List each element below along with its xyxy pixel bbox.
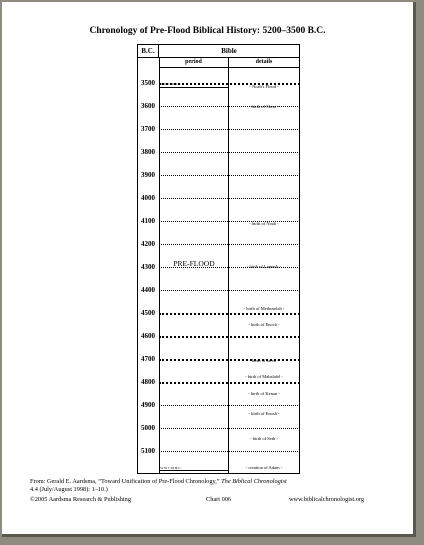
event-label: - birth of Lamech - [246,264,282,269]
year-gridline [159,382,300,384]
year-gridline [159,129,300,130]
copyright: ©2005 Aardsma Research & Publishing [30,496,131,503]
bc-column-header: B.C. [137,44,159,58]
event-label: - birth of Enoch - [248,322,280,327]
year-label: 4200 [141,240,155,248]
subheader-divider [159,67,300,68]
chart-bottom-line [137,473,300,474]
year-label: 4600 [141,332,155,340]
event-label: - birth of Enosh - [248,411,280,416]
event-label: - birth of Jared - [249,358,279,363]
year-gridline [159,152,300,153]
bc-right-border [159,58,160,474]
period-bottom-date: 5176 ± 26 B.C. [160,466,182,470]
citation-journal: The Biblical Chronologist [221,478,287,485]
period-label: PRE-FLOOD [173,259,215,268]
year-label: 3500 [141,79,155,87]
citation-text: From: Gerald E. Aardsma, “Toward Unification of Pre-Flood Chronology,” [30,478,220,485]
year-label: 4100 [141,217,155,225]
chart-right-border [299,44,300,474]
chart-number: Chart 006 [206,496,232,503]
details-column-header: details [255,59,273,65]
event-label: - creation of Adam - [245,465,283,470]
year-gridline [159,175,300,176]
period-column-header: period [185,59,202,65]
year-label: 4500 [141,309,155,317]
event-label: - birth of Noah - [249,221,279,226]
year-gridline [159,244,300,245]
year-label: 4700 [141,355,155,363]
event-label: - Noah's Flood - [249,84,279,89]
citation-line-2: 4.4 (July/August 1998): 1–10.) [30,486,108,493]
year-gridline [159,198,300,199]
year-label: 3800 [141,148,155,156]
year-label: 3900 [141,171,155,179]
year-label: 3600 [141,102,155,110]
year-gridline [159,313,300,315]
year-label: 4300 [141,263,155,271]
event-label: - birth of Methuselah - [243,306,285,311]
year-gridline [159,428,300,429]
event-label: - birth of Mahalalel - [245,374,283,379]
year-gridline [159,290,300,291]
event-label: - birth of Seth - [250,436,278,441]
citation-line-1 [30,478,287,486]
period-bottom-line [159,470,228,471]
year-gridline [159,405,300,406]
year-label: 4000 [141,194,155,202]
chart-sheet [2,2,416,537]
year-label: 3700 [141,125,155,133]
year-gridline [159,336,300,338]
year-label: 4400 [141,286,155,294]
event-label: - birth of Kenan - [248,391,280,396]
year-label: 4900 [141,401,155,409]
year-label: 5100 [141,447,155,455]
year-label: 5000 [141,424,155,432]
period-top-date: 3500 ± 30 B.C. [160,82,182,86]
event-label: - birth of Shem - [249,104,279,109]
website-link[interactable]: www.biblicalchronologist.org [289,496,365,503]
year-gridline [159,451,300,452]
year-label: 4800 [141,378,155,386]
period-top-line [159,87,228,88]
bible-column-header: Bible [159,44,300,58]
page-title: Chronology of Pre-Flood Biblical History: 5200–3500 B.C. [89,26,326,36]
